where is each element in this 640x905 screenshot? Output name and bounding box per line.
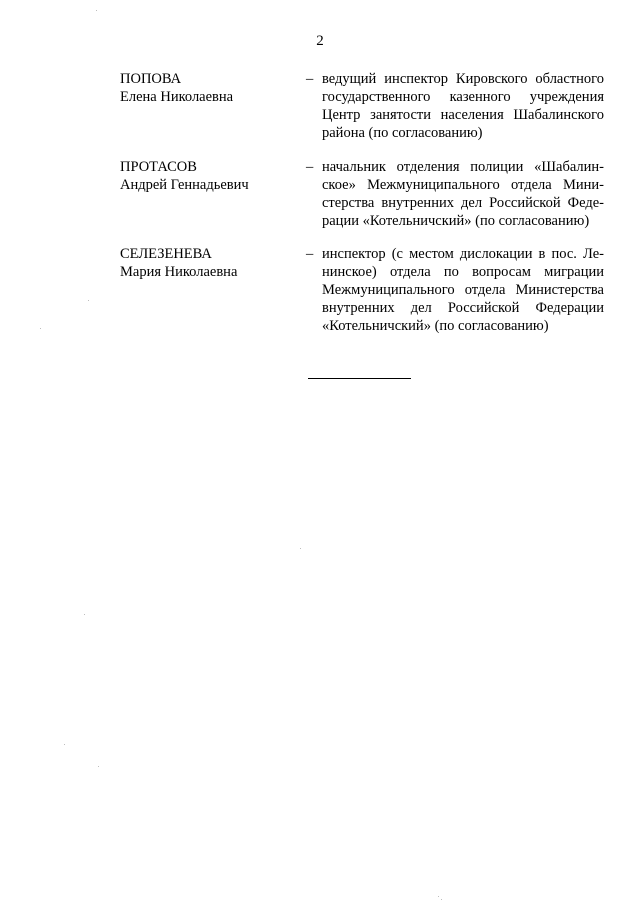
member-entry xyxy=(120,245,604,332)
members-list xyxy=(120,70,604,332)
role-line: рации «Котельничский» (по согласованию) xyxy=(322,213,590,229)
scan-speck xyxy=(441,899,442,900)
member-surname: ПОПОВА xyxy=(120,71,182,87)
dash-separator: – xyxy=(306,159,314,175)
member-role xyxy=(322,158,604,230)
scan-speck xyxy=(40,328,41,329)
dash-separator: – xyxy=(306,246,314,262)
member-given-names: Мария Николаевна xyxy=(120,264,238,280)
role-line: внутренних дел Российской Федерации xyxy=(322,300,604,316)
role-line: Центр занятости населения Шабалинского xyxy=(322,107,604,123)
member-surname: СЕЛЕЗЕНЕВА xyxy=(120,246,212,262)
role-line: начальник отделения полиции «Шабалин- xyxy=(322,159,604,175)
member-entry xyxy=(120,70,604,158)
member-name xyxy=(120,158,290,194)
scan-speck xyxy=(88,300,89,301)
role-line: нинское) отдела по вопросам миграции xyxy=(322,264,604,280)
end-rule xyxy=(308,378,411,379)
member-name xyxy=(120,70,290,106)
role-line: района (по согласованию) xyxy=(322,125,483,141)
member-role xyxy=(322,70,604,142)
scan-speck xyxy=(98,766,99,767)
scan-speck xyxy=(438,896,439,897)
member-given-names: Андрей Геннадьевич xyxy=(120,177,249,193)
member-surname: ПРОТАСОВ xyxy=(120,159,197,175)
dash-separator: – xyxy=(306,71,314,87)
scan-speck xyxy=(64,744,65,745)
role-line: государственного казенного учреждения xyxy=(322,89,604,105)
page-number: 2 xyxy=(316,33,324,49)
role-line: стерства внутренних дел Российской Феде- xyxy=(322,195,604,211)
role-line: инспектор (с местом дислокации в пос. Ле- xyxy=(322,246,604,262)
scan-speck xyxy=(84,614,85,615)
scan-speck xyxy=(96,10,97,11)
role-line: Межмуниципального отдела Министерства xyxy=(322,282,604,298)
scan-speck xyxy=(300,548,301,549)
role-line: ведущий инспектор Кировского областного xyxy=(322,71,604,87)
member-name xyxy=(120,245,290,281)
role-line: ское» Межмуниципального отдела Мини- xyxy=(322,177,604,193)
member-entry xyxy=(120,158,604,245)
member-given-names: Елена Николаевна xyxy=(120,89,234,105)
member-role xyxy=(322,245,604,335)
role-line: «Котельничский» (по согласованию) xyxy=(322,318,549,334)
